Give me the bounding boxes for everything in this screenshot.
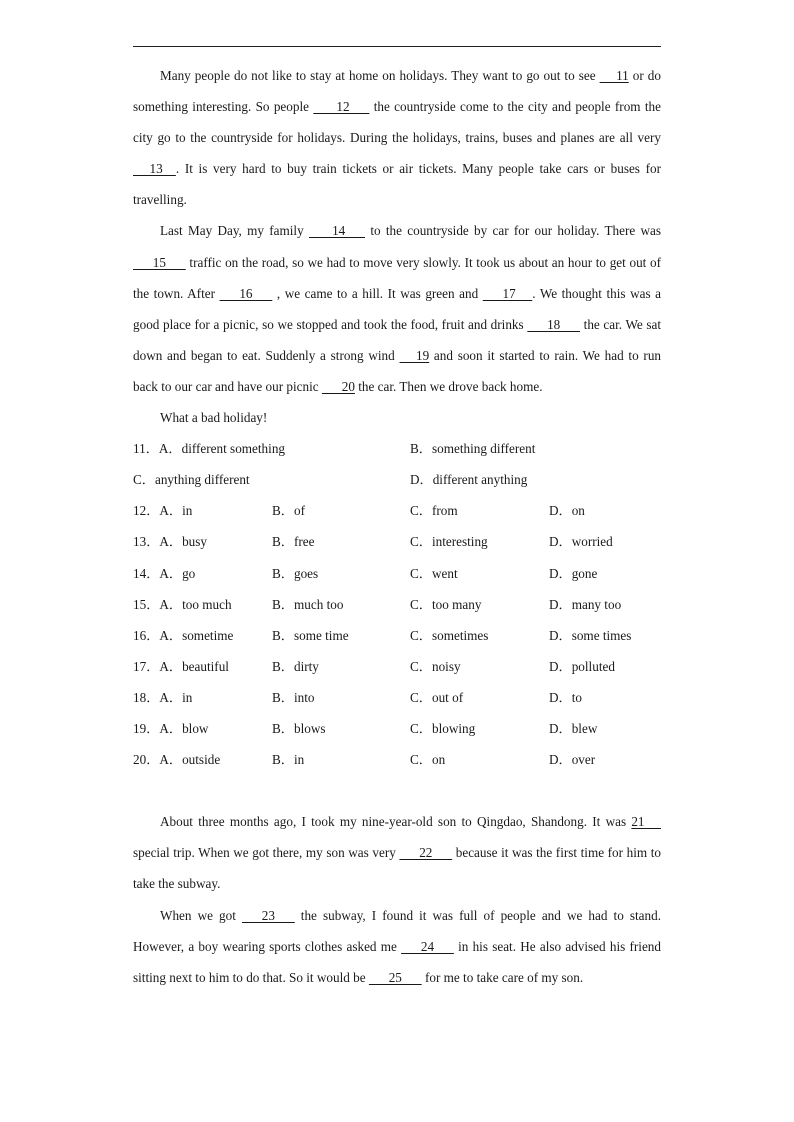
option-d: D．to bbox=[549, 689, 582, 705]
question-number: 19． bbox=[133, 720, 160, 736]
paragraph-text: to the countryside by car for our holiday. There was bbox=[365, 223, 661, 239]
option-c: C．sometimes bbox=[410, 627, 489, 643]
paragraph-text: special trip. When we got there, my son was very bbox=[133, 845, 400, 861]
blank-13: 13 bbox=[133, 161, 176, 177]
question-11-option-a bbox=[133, 433, 285, 464]
paragraph-text: traffic on the road, so we had to move very slowly. It took us about an hour to get out of the town. After bbox=[133, 254, 661, 301]
option-d: D．polluted bbox=[549, 658, 615, 674]
option-c: C．too many bbox=[410, 596, 482, 612]
paragraph-text: , we came to a hill. It was green and bbox=[272, 285, 483, 301]
option-text: A．in bbox=[159, 503, 193, 519]
passage1-paragraph-2 bbox=[133, 215, 661, 402]
option-text: A．busy bbox=[159, 534, 207, 550]
option-a bbox=[133, 651, 229, 682]
paragraph-text: in his seat. He also advised his friend sitting next to him to do that. So it would be bbox=[133, 938, 661, 985]
blank-17: 17 bbox=[482, 285, 533, 301]
option-text: A．blow bbox=[159, 720, 209, 736]
question-number: 11． bbox=[133, 441, 159, 457]
option-b: B．of bbox=[272, 503, 305, 519]
question-11-option-b: B．something different bbox=[410, 441, 536, 457]
option-a bbox=[133, 682, 192, 713]
option-b: B．into bbox=[272, 689, 315, 705]
blank-25: 25 bbox=[368, 969, 422, 985]
question-row bbox=[133, 558, 661, 589]
paragraph-text: the car. Then we drove back home. bbox=[354, 378, 543, 394]
paragraph-text: Many people do not like to stay at home on holidays. They want to go out to see bbox=[160, 68, 600, 83]
paragraph-text: and soon it started to rain. We had to run back to our car and have our picnic bbox=[133, 347, 662, 394]
passage2-paragraph-2 bbox=[133, 900, 661, 993]
option-b: B．free bbox=[272, 534, 315, 550]
question-number: 17． bbox=[133, 658, 160, 674]
option-a bbox=[133, 713, 208, 744]
blank-16: 16 bbox=[219, 285, 273, 301]
question-row bbox=[133, 682, 661, 713]
option-d: D．worried bbox=[549, 534, 613, 550]
paragraph-text: the countryside come to the city and people from the city go to the countryside for holidays. During the holidays, trains, buses and planes are all very bbox=[133, 99, 661, 146]
option-b: B．much too bbox=[272, 596, 344, 612]
question-row bbox=[133, 713, 661, 744]
option-text: A．too much bbox=[159, 596, 232, 612]
question-11-row-2 bbox=[133, 464, 661, 495]
question-row bbox=[133, 495, 661, 526]
option-a bbox=[133, 620, 233, 651]
paragraph-text: because it was the first time for him to take the subway. bbox=[133, 845, 662, 892]
option-d: D．blew bbox=[549, 720, 598, 736]
paragraph-text: Last May Day, my family bbox=[160, 223, 309, 239]
passage2-paragraph-1 bbox=[133, 806, 661, 899]
question-row bbox=[133, 526, 661, 557]
blank-24: 24 bbox=[401, 938, 454, 954]
question-number: 16． bbox=[133, 627, 160, 643]
header-rule bbox=[133, 46, 661, 47]
exam-page bbox=[133, 60, 661, 993]
passage1-paragraph-1 bbox=[133, 60, 661, 215]
paragraph-text: What a bad holiday! bbox=[160, 410, 268, 426]
option-text: A．in bbox=[159, 689, 193, 705]
blank-23: 23 bbox=[241, 907, 295, 923]
option-text: A．different something bbox=[158, 441, 286, 457]
question-number: 12． bbox=[133, 503, 160, 519]
paragraph-text: the subway, I found it was full of people and we had to stand. However, a boy wearing sports clothes asked me bbox=[133, 907, 661, 954]
paragraph-text: or do something interesting. So people bbox=[133, 68, 661, 115]
option-text: A．sometime bbox=[159, 627, 234, 643]
blank-20: 20 bbox=[321, 378, 355, 394]
question-11-row-1 bbox=[133, 433, 661, 464]
question-row bbox=[133, 651, 661, 682]
paragraph-text: for me to take care of my son. bbox=[421, 969, 584, 985]
blank-11: 11 bbox=[599, 68, 629, 83]
option-text: A．outside bbox=[159, 752, 221, 768]
option-text: A．go bbox=[159, 565, 196, 581]
option-c: C．on bbox=[410, 752, 446, 768]
question-11-option-c: C．anything different bbox=[133, 472, 250, 488]
question-row bbox=[133, 620, 661, 651]
option-d: D．some times bbox=[549, 627, 632, 643]
option-d: D．gone bbox=[549, 565, 598, 581]
option-b: B．goes bbox=[272, 565, 319, 581]
blank-19: 19 bbox=[399, 347, 430, 363]
blank-18: 18 bbox=[527, 316, 581, 332]
option-c: C．went bbox=[410, 565, 458, 581]
question-11-option-d: D．different anything bbox=[410, 472, 528, 488]
question-row bbox=[133, 744, 661, 775]
paragraph-text: About three months ago, I took my nine-year-old son to Qingdao, Shandong. It was bbox=[160, 814, 632, 830]
question-number: 18． bbox=[133, 689, 160, 705]
option-d: D．over bbox=[549, 752, 596, 768]
paragraph-text: . It is very hard to buy train tickets or air tickets. Many people take cars or buses for travelling. bbox=[133, 161, 661, 208]
question-number: 15． bbox=[133, 596, 160, 612]
option-c: C．noisy bbox=[410, 658, 461, 674]
option-d: D．many too bbox=[549, 596, 622, 612]
option-a bbox=[133, 589, 232, 620]
section-gap bbox=[133, 775, 661, 806]
option-d: D．on bbox=[549, 503, 585, 519]
paragraph-text: When we got bbox=[160, 907, 242, 923]
option-a bbox=[133, 558, 195, 589]
passage1-paragraph-3 bbox=[133, 402, 661, 433]
option-c: C．blowing bbox=[410, 720, 476, 736]
blank-15: 15 bbox=[133, 254, 186, 270]
question-list bbox=[133, 495, 661, 775]
option-c: C．out of bbox=[410, 689, 464, 705]
question-number: 13． bbox=[133, 534, 160, 550]
option-b: B．some time bbox=[272, 627, 349, 643]
option-c: C．from bbox=[410, 503, 458, 519]
option-b: B．dirty bbox=[272, 658, 319, 674]
option-b: B．in bbox=[272, 752, 305, 768]
blank-22: 22 bbox=[399, 845, 453, 861]
blank-12: 12 bbox=[313, 99, 370, 115]
option-a bbox=[133, 495, 192, 526]
paragraph-text: the car. We sat down and began to eat. Suddenly a strong wind bbox=[133, 316, 661, 363]
question-row bbox=[133, 589, 661, 620]
blank-21: 21 bbox=[631, 814, 661, 830]
blank-14: 14 bbox=[308, 223, 366, 239]
paragraph-text: . We thought this was a good place for a picnic, so we stopped and took the food, fruit and drinks bbox=[133, 285, 661, 332]
question-number: 20． bbox=[133, 752, 160, 768]
option-text: A．beautiful bbox=[159, 658, 229, 674]
option-b: B．blows bbox=[272, 720, 326, 736]
option-a bbox=[133, 526, 207, 557]
option-a bbox=[133, 744, 220, 775]
option-c: C．interesting bbox=[410, 534, 488, 550]
question-number: 14． bbox=[133, 565, 160, 581]
